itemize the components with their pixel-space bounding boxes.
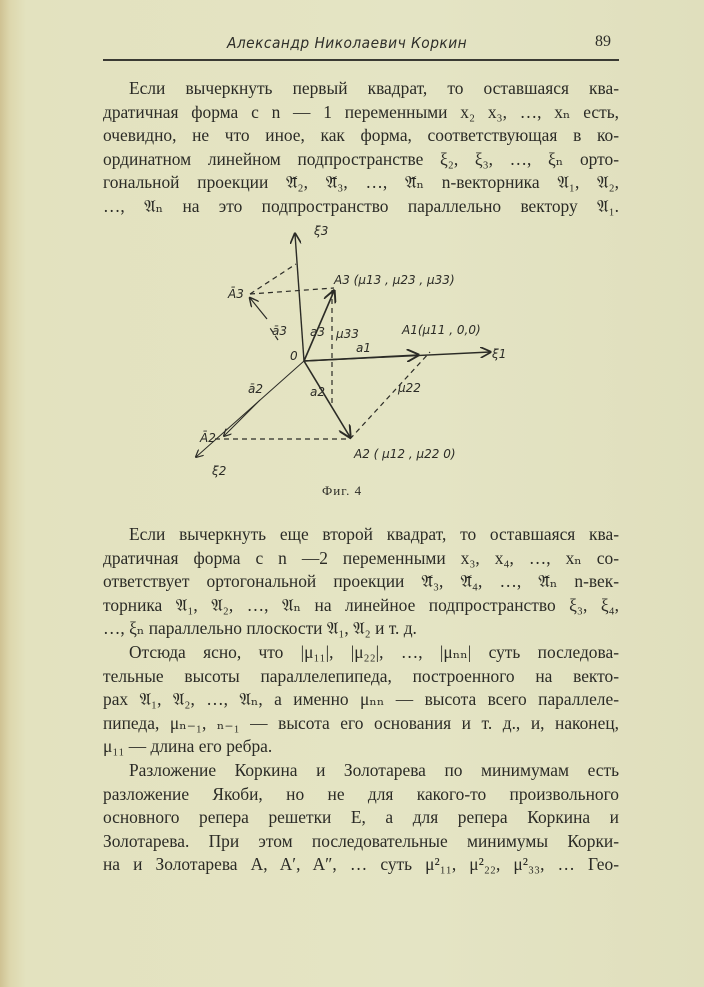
text-line: …, 𝔄ₙ на это подпространство параллельно вектору 𝔄₁. [103, 195, 619, 216]
text-line: очевидно, не что иное, как форма, соответствующая в ко- [103, 125, 619, 146]
label-mu22: μ22 [398, 381, 421, 395]
label-a2: a2 [310, 385, 325, 399]
paragraph-1 [103, 77, 619, 219]
text-line: разложение Якоби, но не для какого-то произвольного [103, 783, 619, 804]
label-A3: A3 (μ13 , μ23 , μ33) [334, 273, 455, 287]
text-line: Разложение Коркина и Золотарева по минимумам есть [129, 760, 619, 780]
paragraph-3 [103, 641, 619, 759]
text-line: Отсюда ясно, что |μ₁₁|, |μ₂₂|, …, |μₙₙ| суть последова- [129, 642, 619, 662]
text-line: дратичная форма с n — 1 переменными x₂ x₃, …, xₙ есть, [103, 101, 619, 122]
text-line: Если вычеркнуть еще второй квадрат, то оставшаяся ква- [129, 524, 619, 544]
text-line: ответствует ортогональной проекции 𝔄̄₃, 𝔄̄₄, …, 𝔄̄ₙ n-век- [103, 571, 619, 592]
label-origin: 0 [290, 349, 298, 363]
page-header [103, 28, 619, 58]
text-line: Если вычеркнуть первый квадрат, то оставшаяся ква- [129, 78, 619, 98]
text-line: пипеда, μₙ₋₁, ₙ₋₁ — высота его основания и т. д., и, наконец, [103, 712, 619, 733]
label-A2-bar: Ā2 [200, 431, 216, 445]
text-line: ординатном линейном подпространстве ξ₂, ξ₃, …, ξₙ орто- [103, 148, 619, 169]
label-a3: a3 [310, 325, 325, 339]
figure-caption: Фиг. 4 [322, 483, 363, 498]
text-line: рах 𝔄₁, 𝔄₂, …, 𝔄ₙ, а именно μₙₙ — высота всего параллеле- [103, 689, 619, 710]
paragraph-2 [103, 523, 619, 641]
label-xi1: ξ1 [492, 347, 507, 361]
text-line: на и Золотарева A, A′, A″, … суть μ²₁₁, μ²₂₂, μ²₃₃, … Гео- [103, 854, 619, 875]
label-A2: A2 ( μ12 , μ22 0) [354, 447, 456, 461]
text-line: дратичная форма с n —2 переменными x₃, x₄, …, xₙ со- [103, 547, 619, 568]
label-A1: A1(μ11 , 0,0) [402, 323, 481, 337]
label-a3-bar: ā3 [272, 324, 287, 338]
text-line: μ₁₁ — длина его ребра. [103, 736, 273, 757]
label-xi3: ξ3 [314, 224, 329, 238]
label-mu33: μ33 [336, 327, 359, 341]
figure-4-diagram [190, 220, 520, 480]
label-a2-bar: ā2 [248, 382, 263, 396]
header-rule [103, 59, 619, 61]
paragraph-4 [103, 759, 619, 877]
text-line: тельные высоты параллелепипеда, построенного на векто- [103, 665, 619, 686]
vector-diagram [190, 220, 520, 480]
text-line: основного репера решетки E, а для репера Коркина и [103, 807, 619, 828]
text-line: торника 𝔄₁, 𝔄₂, …, 𝔄ₙ на линейное подпространство ξ₃, ξ₄, [103, 594, 619, 615]
label-xi2: ξ2 [212, 464, 227, 478]
label-a1: a1 [356, 341, 371, 355]
running-title: Александр Николаевич Коркин [227, 34, 468, 52]
page-number: 89 [595, 33, 611, 50]
text-line: Золотарева. При этом последовательные минимумы Корки- [103, 830, 619, 851]
text-line: …, ξₙ параллельно плоскости 𝔄₁, 𝔄₂ и т. д. [103, 618, 417, 639]
text-line: гональной проекции 𝔄̄₂, 𝔄̄₃, …, 𝔄̄ₙ n-векторника 𝔄₁, 𝔄₂, [103, 172, 619, 193]
label-A3-bar: Ā3 [228, 287, 244, 301]
